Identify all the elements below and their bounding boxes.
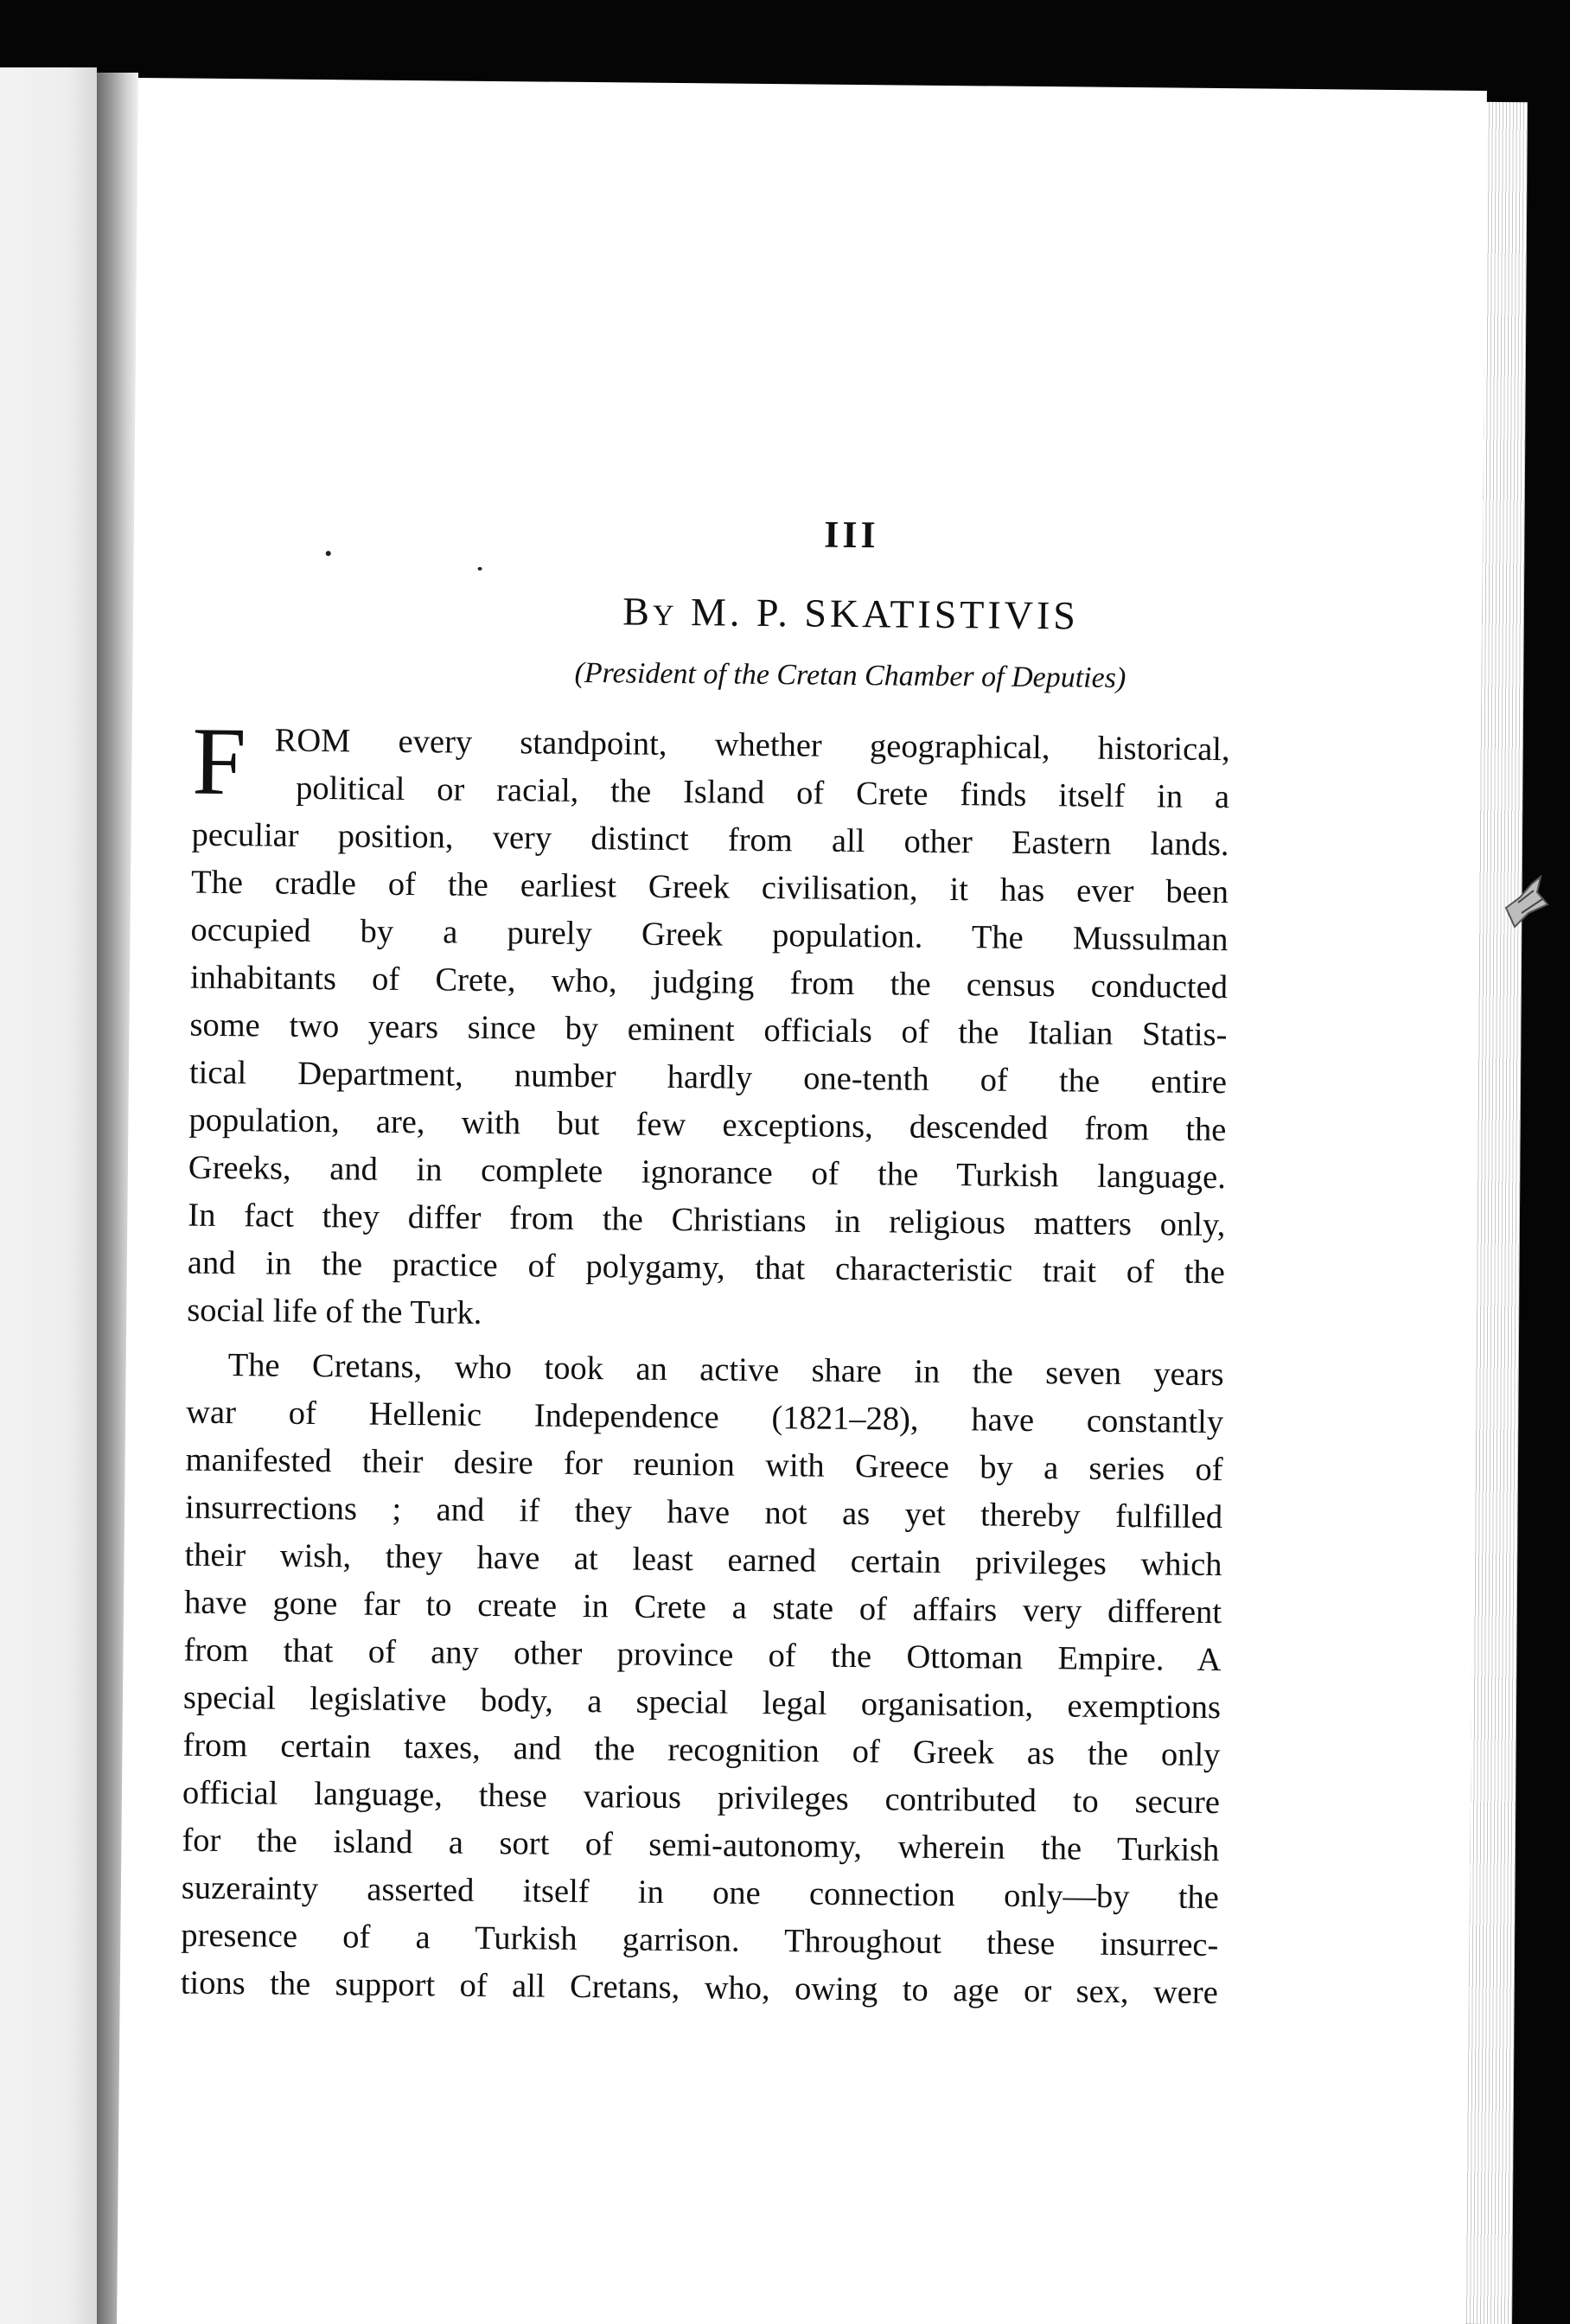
text-line: The cradle of the earliest Greek civilisation, it has ever been xyxy=(190,864,1229,911)
body-text xyxy=(180,707,1230,2017)
text-line: and in the practice of polygamy, that characteristic trait of the xyxy=(187,1244,1225,1292)
paragraph xyxy=(187,707,1230,1344)
text-line: official language, these various privileges contributed to secure xyxy=(182,1774,1221,1822)
text-line: Greeks, and in complete ignorance of the Turkish language. xyxy=(188,1149,1227,1197)
author-affiliation: (President of the Cretan Chamber of Deputies) xyxy=(574,656,1126,694)
author-name: M. P. SKATISTIVIS xyxy=(690,590,1080,638)
text-line: peculiar position, very distinct from all other Eastern lands. xyxy=(191,816,1229,864)
paragraph xyxy=(181,1342,1224,2017)
chapter-number: III xyxy=(824,513,879,557)
text-line: war of Hellenic Independence (1821–28), have constantly xyxy=(185,1394,1224,1441)
text-line: their wish, they have at least earned certain privileges which xyxy=(184,1536,1222,1584)
author-prefix-rest: Y xyxy=(652,599,678,633)
page-clip-mark xyxy=(1503,873,1553,934)
drop-cap: F xyxy=(191,707,247,816)
text-line: special legislative body, a special legal organisation, exemptions xyxy=(182,1679,1222,1727)
text-line: have gone far to create in Crete a state of affairs very different xyxy=(183,1584,1222,1631)
text-line: inhabitants of Crete, who, judging from the census conducted xyxy=(189,959,1229,1006)
text-line: population, are, with but few exceptions, descended from the xyxy=(188,1101,1227,1149)
text-line: occupied by a purely Greek population. The Mussulman xyxy=(190,911,1229,959)
text-line: presence of a Turkish garrison. Throughout these insurrec- xyxy=(181,1917,1219,1964)
text-line: for the island a sort of semi-autonomy, wherein the Turkish xyxy=(182,1822,1220,1869)
stray-dot xyxy=(478,567,482,571)
left-page-edge xyxy=(0,67,97,2324)
author-prefix-initial: B xyxy=(622,589,654,634)
text-line: from that of any other province of the Ottoman Empire. A xyxy=(183,1631,1222,1679)
text-line: from certain taxes, and the recognition of Greek as the only xyxy=(182,1727,1221,1774)
text-line: insurrections ; and if they have not as yet thereby fulfilled xyxy=(184,1489,1223,1536)
text-line: suzerainty asserted itself in one connection only—by the xyxy=(181,1869,1220,1917)
text-line: ROM every standpoint, whether geographical, historical, xyxy=(274,722,1230,769)
author-line xyxy=(133,584,1482,642)
book-page xyxy=(117,78,1487,2324)
text-line: The Cretans, who took an active share in the seven years xyxy=(227,1347,1224,1394)
page-content xyxy=(117,78,1487,2324)
text-line: political or racial, the Island of Crete finds itself in a xyxy=(295,769,1230,816)
text-line: In fact they differ from the Christians in religious matters only, xyxy=(188,1197,1226,1244)
text-line: tical Department, number hardly one-tenth of the entire xyxy=(188,1054,1228,1101)
text-line: some two years since by eminent officials of the Italian Statis- xyxy=(189,1006,1228,1054)
text-line: tions the support of all Cretans, who, owing to age or sex, were xyxy=(180,1964,1218,2012)
text-line: social life of the Turk. xyxy=(187,1292,482,1331)
text-line: manifested their desire for reunion with Greece by a series of xyxy=(185,1441,1223,1489)
